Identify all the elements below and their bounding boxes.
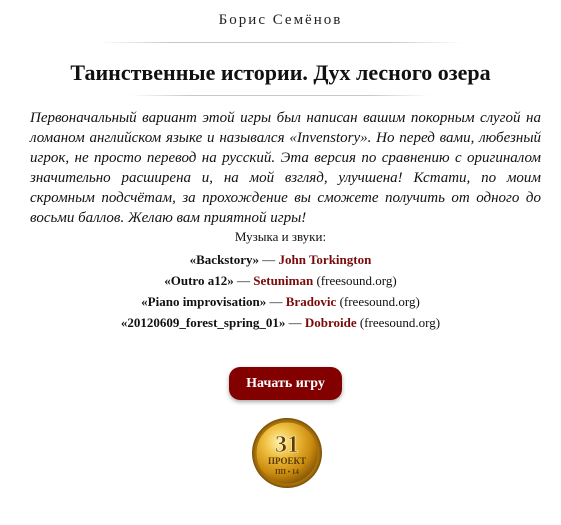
credit-item (0, 312, 561, 333)
separator: — (233, 273, 254, 288)
start-game-button[interactable]: Начать игру (229, 367, 342, 400)
divider-top (98, 42, 463, 43)
badge-line2: ПП • 14 (275, 468, 299, 476)
separator: — (285, 315, 305, 330)
credit-item (0, 270, 561, 291)
separator: — (266, 294, 286, 309)
intro-text: Первоначальный вариант этой игры был написан вашим покорным слугой на ломаном английском языке и назывался «Invenstory». Но перед вами, любезный игрок, не просто перевод на русский. Эта версия по сравнению с оригиналом значительно расширена и, на мой взгляд, улучшена! Кстати, по моим скромным подсчётам, за прохождение вы сможете получить от одного до восьми баллов. Желаю вам приятной игры! (30, 110, 541, 226)
track-name: «Piano improvisation» (141, 294, 267, 309)
track-name: «Outro a12» (164, 273, 234, 288)
divider-mid (130, 95, 430, 96)
track-name: «20120609_forest_spring_01» (120, 315, 286, 330)
contest-badge-icon (251, 417, 323, 489)
credit-author: John Torkington (278, 252, 372, 267)
credit-source: (freesound.org) (313, 273, 397, 288)
separator: — (258, 252, 279, 267)
credit-author: Setuniman (253, 273, 314, 288)
author-name: Борис Семёнов (218, 12, 343, 28)
track-name: «Backstory» (189, 252, 259, 267)
credit-author: Dobroide (304, 315, 357, 330)
credit-source: (freesound.org) (336, 294, 420, 309)
credits-heading: Музыка и звуки: (234, 229, 327, 244)
credit-source: (freesound.org) (356, 315, 441, 330)
badge-line1: ПРОЕКТ (268, 456, 306, 466)
credit-author: Bradovic (285, 294, 337, 309)
credit-item (0, 291, 561, 312)
credit-item (0, 249, 561, 270)
credits (0, 228, 561, 333)
badge-number: 31 (275, 432, 299, 458)
page-title: Таинственные истории. Дух лесного озера (70, 60, 491, 85)
